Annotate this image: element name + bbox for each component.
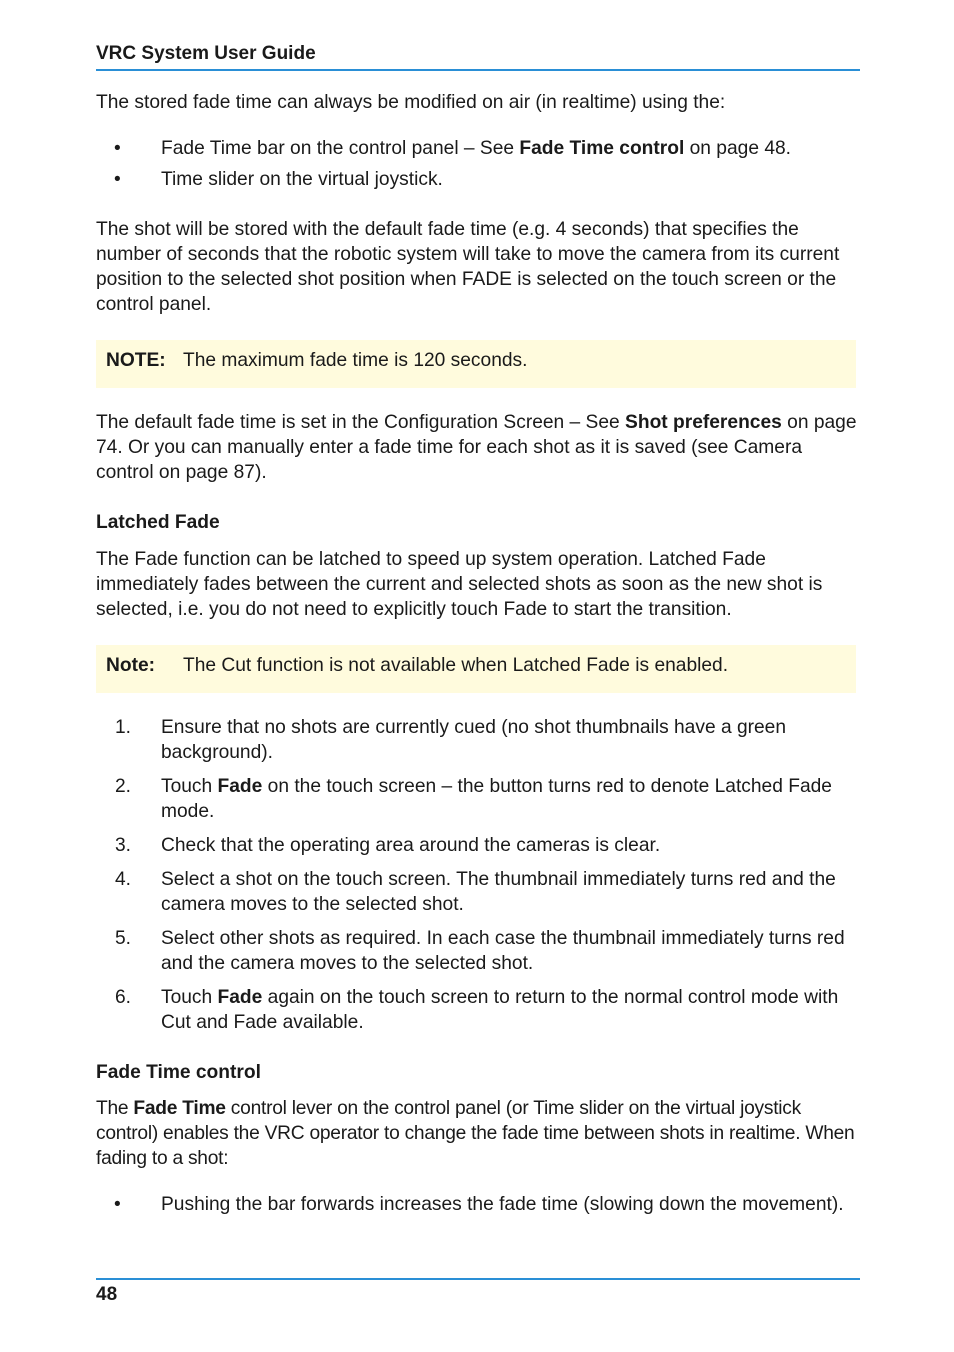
section-heading: Latched Fade xyxy=(96,512,220,533)
note-text: The Cut function is not available when Latched Fade is enabled. xyxy=(183,655,729,676)
note-label: NOTE: xyxy=(106,350,166,371)
list-item: 4. Select a shot on the touch screen. The thumbnail immediately turns red and the camera moves to the selected shot. xyxy=(115,869,836,915)
cross-reference: Shot preferences xyxy=(625,412,782,433)
bullet-list-1 xyxy=(96,136,858,192)
note-box xyxy=(96,340,856,388)
list-item: 3. Check that the operating area around the cameras is clear. xyxy=(115,835,661,856)
list-item: 5. Select other shots as required. In each case the thumbnail immediately turns red and the camera moves to the selected shot. xyxy=(115,928,845,974)
latched-fade-paragraph: The Fade function can be latched to speed up system operation. Latched Fade immediately fades between the current and selected shots as soon as the new shot is selected, i.e. you do not need to explicitly touch Fade to start the transition. xyxy=(96,549,823,620)
bullet-list-2 xyxy=(96,1192,858,1217)
page-header xyxy=(96,42,860,71)
numbered-steps xyxy=(96,715,858,1035)
step-number: 4. xyxy=(115,869,132,890)
page-footer xyxy=(96,1278,860,1307)
step-number: 2. xyxy=(115,776,132,797)
list-item: 2. Touch Fade on the touch screen – the button turns red to denote Latched Fade mode. xyxy=(115,776,832,822)
bullet-icon: • xyxy=(114,169,121,190)
list-item: 6. Touch Fade again on the touch screen to return to the normal control mode with Cut and Fade available. xyxy=(115,987,839,1033)
list-item: • Time slider on the virtual joystick. xyxy=(114,169,443,190)
fade-time-section xyxy=(96,1060,858,1171)
page-number: 48 xyxy=(96,1284,118,1305)
bullet-icon: • xyxy=(114,1194,121,1215)
step-number: 6. xyxy=(115,987,132,1008)
list-item: • Fade Time bar on the control panel – See Fade Time control on page 48. xyxy=(114,138,791,159)
bullet-icon: • xyxy=(114,138,121,159)
config-paragraph: The default fade time is set in the Configuration Screen – See Shot preferences on page 74. Or you can manually enter a fade time for each shot as it is saved (see Camera control on page 87). xyxy=(96,412,857,483)
note-text: The maximum fade time is 120 seconds. xyxy=(183,350,528,371)
footer-rule xyxy=(96,1278,860,1280)
cross-reference: Fade Time control xyxy=(519,138,685,159)
note-label: Note: xyxy=(106,655,156,676)
step-number: 1. xyxy=(115,717,132,738)
section-heading: Fade Time control xyxy=(96,1062,261,1083)
header-rule xyxy=(96,69,860,71)
note-box xyxy=(96,645,856,693)
document-title: VRC System User Guide xyxy=(96,43,316,64)
list-item: 1. Ensure that no shots are currently cued (no shot thumbnails have a green background). xyxy=(115,717,787,763)
intro-paragraph: The stored fade time can always be modified on air (in realtime) using the: xyxy=(96,92,726,113)
default-fade-paragraph: The shot will be stored with the default fade time (e.g. 4 seconds) that specifies the number of seconds that the robotic system will take to move the camera from its current position to the selected shot position when FADE is selected on the touch screen or the control panel. xyxy=(96,219,840,315)
step-number: 3. xyxy=(115,835,132,856)
latched-fade-section xyxy=(96,510,858,622)
fade-time-paragraph: The Fade Time control lever on the control panel (or Time slider on the virtual joystick control) enables the VRC operator to change the fade time between shots in realtime. When fading to a shot: xyxy=(96,1098,855,1169)
list-item: • Pushing the bar forwards increases the fade time (slowing down the movement). xyxy=(114,1194,844,1215)
step-number: 5. xyxy=(115,928,132,949)
